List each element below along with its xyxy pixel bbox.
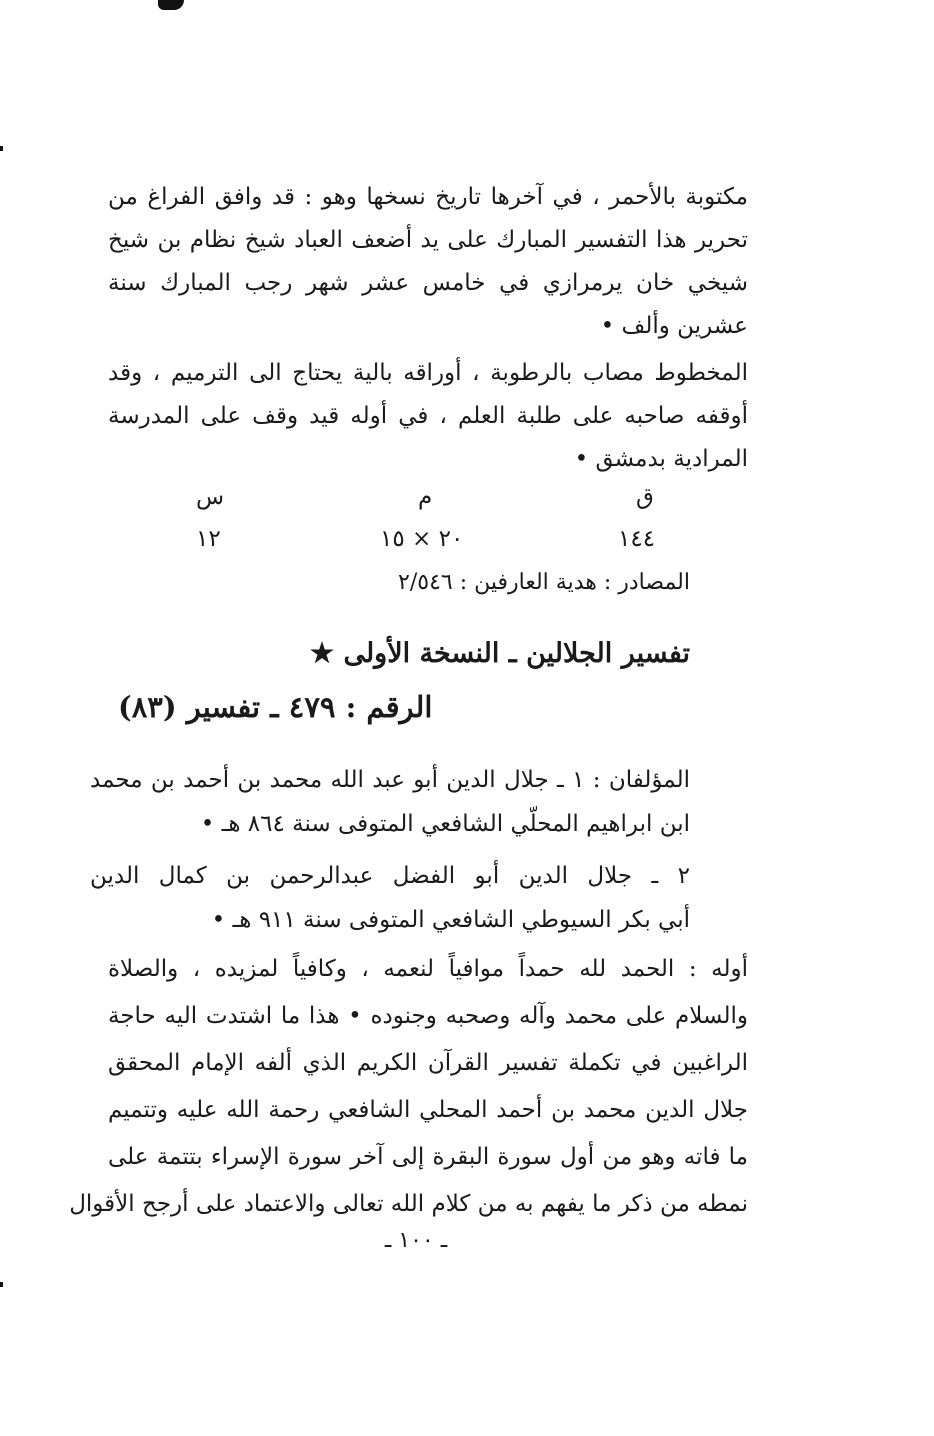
text-line: أبي بكر السيوطي الشافعي المتوفى سنة ٩١١ هـ • — [211, 907, 690, 933]
table-header-size: م — [418, 484, 433, 510]
table-value-lines: ١٢ — [196, 526, 221, 552]
table-header-leaves: ق — [636, 484, 654, 510]
text-line: أوله : الحمد لله حمداً موافياً لنعمه ، وكافياً لمزيده ، والصلاة — [108, 956, 748, 982]
catalog-number-heading: الرقم : ٤٧٩ ـ تفسير (٨٣) — [118, 690, 433, 724]
opening-text — [69, 946, 748, 1228]
text-line: مكتوبة بالأحمر ، في آخرها تاريخ نسخها وهو : قد وافق الفراغ من — [108, 184, 748, 210]
table-value-leaves: ١٤٤ — [618, 526, 656, 552]
text-line: ٢ ـ جلال الدين أبو الفضل عبدالرحمن بن كمال الدين — [90, 863, 690, 889]
sources-line: المصادر : هدية العارفين : ٢/٥٤٦ — [398, 570, 690, 595]
authors-entry-2 — [90, 854, 690, 942]
paragraph-copy-colophon — [108, 176, 748, 348]
text-line: نمطه من ذكر ما يفهم به من كلام الله تعالى والاعتماد على أرجح الأقوال — [69, 1191, 748, 1217]
paragraph-condition — [108, 352, 748, 481]
page-number: ـ ١٠٠ ـ — [384, 1228, 448, 1253]
text-line: الراغبين في تكملة تفسير القرآن الكريم الذي ألفه الإمام المحقق — [108, 1050, 748, 1076]
text-line: أوقفه صاحبه على طلبة العلم ، في أوله قيد وقف على المدرسة — [108, 403, 748, 429]
scan-artifact-top — [158, 0, 184, 10]
text-line: ابن ابراهيم المحلّي الشافعي المتوفى سنة ٨٦٤ هـ • — [200, 811, 690, 837]
authors-entry-1 — [90, 758, 690, 846]
text-line: ما فاته وهو من أول سورة البقرة إلى آخر سورة الإسراء بتتمة على — [108, 1144, 748, 1170]
text-line: المؤلفان : ١ ـ جلال الدين أبو عبد الله محمد بن أحمد بن محمد — [90, 767, 690, 793]
table-header-lines: س — [196, 484, 225, 510]
text-line: جلال الدين محمد بن أحمد المحلي الشافعي رحمة الله عليه وتتميم — [108, 1097, 748, 1123]
scan-artifact-left — [0, 146, 3, 151]
text-line: عشرين وألف • — [600, 313, 748, 339]
scan-artifact-left-bottom — [0, 1282, 3, 1287]
text-line: تحرير هذا التفسير المبارك على يد أضعف العباد شيخ نظام بن شيخ — [108, 227, 748, 253]
text-line: شيخي خان يرمرازي في خامس عشر شهر رجب المبارك سنة — [108, 270, 748, 296]
text-line: والسلام على محمد وآله وصحبه وجنوده • هذا ما اشتدت اليه حاجة — [108, 1003, 748, 1029]
table-value-size: ٢٠ × ١٥ — [380, 526, 464, 552]
section-heading: تفسير الجلالين ـ النسخة الأولى ★ — [309, 638, 690, 669]
text-line: المخطوط مصاب بالرطوبة ، أوراقه بالية يحتاج الى الترميم ، وقد — [108, 360, 748, 386]
text-line: المرادية بدمشق • — [574, 446, 748, 472]
